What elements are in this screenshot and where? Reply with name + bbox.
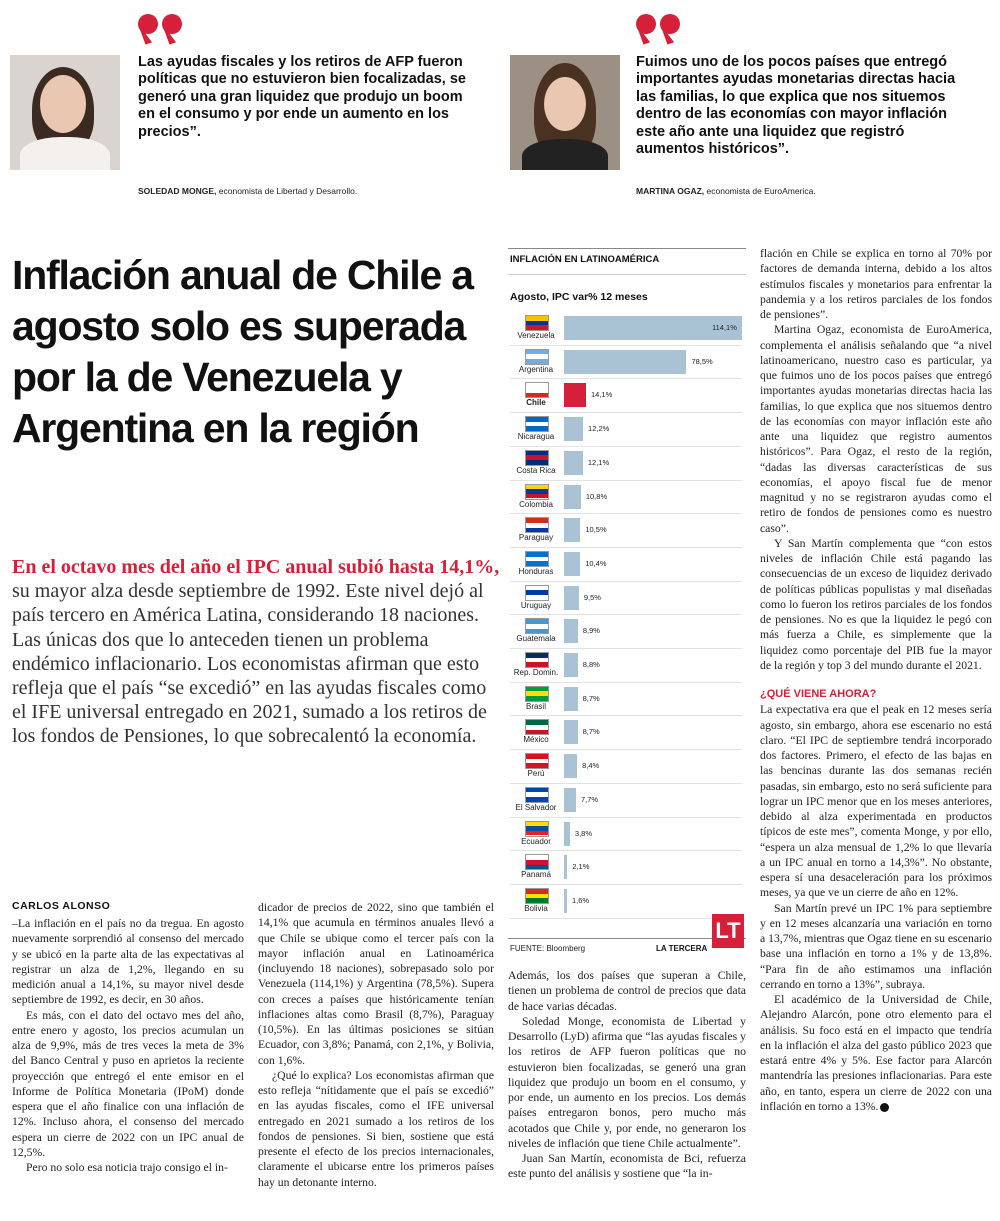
value-label: 12,1% [587, 457, 610, 467]
value-label: 14,1% [590, 390, 613, 400]
bar-paraguay [564, 518, 580, 542]
chart-brand: LA TERCERA [656, 944, 708, 953]
body-paragraph: flación en Chile se explica en torno al 70% por factores de demanda interna, debido a los altos estímulos fiscales y monetarios para enfrentar la pandemia y a los retiros parciales de los fondos de pensiones”. [760, 247, 992, 321]
bar-el-salvador [564, 788, 576, 812]
body-paragraph: –La inflación en el país no da tregua. En agosto nuevamente sorprendió al consenso del mercado y se ubicó en la parte alta de las expectativas al registrar un alza de 1,2%, llegando en su medición anual a 14,1%, su mayor nivel desde septiembre de 1992, es decir, en 30 años. [12, 917, 244, 1007]
flag-icon [525, 854, 549, 870]
country-label: Guatemala [516, 634, 556, 644]
country-label: Paraguay [518, 533, 554, 543]
country-label: Uruguay [520, 600, 552, 610]
value-label: 1,6% [572, 895, 590, 905]
chart-bottom-rule [508, 938, 746, 939]
row-separator [510, 412, 742, 413]
headline: Inflación anual de Chile a agosto solo es superada por la de Venezuela y Argentina en la región [12, 252, 473, 451]
country-label: Rep. Domin. [513, 668, 559, 677]
row-separator [510, 547, 742, 548]
body-paragraph: Juan San Martín, economista de Bci, refuerza este punto del análisis y sostiene que “la in- [508, 1152, 746, 1181]
flag-icon [525, 349, 549, 365]
bar-uruguay [564, 586, 579, 610]
lead-paragraph [12, 555, 500, 749]
flag-icon [525, 551, 549, 567]
country-label: Colombia [519, 499, 553, 509]
row-separator [510, 480, 742, 481]
chart-title: INFLACIÓN EN LATINOAMÉRICA [510, 254, 660, 265]
bar-bolivia [564, 889, 567, 913]
country-label: Nicaragua [517, 432, 555, 442]
flag-icon [525, 821, 549, 837]
bar-per- [564, 754, 577, 778]
row-separator [510, 378, 742, 379]
row-separator [510, 345, 742, 346]
flag-icon [525, 787, 549, 803]
lead-highlight: En el octavo mes del año el IPC anual subió hasta 14,1%, [12, 556, 500, 578]
portrait-martina-ogaz [510, 55, 620, 170]
flag-icon [525, 888, 549, 904]
quote-text-2: Fuimos uno de los pocos países que entregó importantes ayudas monetarias directas hacia las familias, lo que explica que nos situemos dentro de las economías con mayor inflación este año ante una liquidez que registró aumentos históricos”. [636, 54, 956, 158]
country-label: Venezuela [517, 331, 555, 340]
flag-icon [525, 416, 549, 432]
flag-icon [525, 382, 549, 398]
flag-icon [525, 585, 549, 601]
country-label: El Salvador [515, 802, 557, 812]
bar-argentina [564, 350, 686, 374]
chart-title-rule [508, 274, 746, 275]
flag-icon [525, 618, 549, 634]
quote-mark-icon [138, 14, 186, 54]
value-label: 10,5% [585, 525, 607, 535]
chart-source: FUENTE: Bloomberg [510, 944, 586, 953]
la-tercera-logo: LT [712, 914, 744, 948]
value-label: 78,5% [691, 356, 713, 366]
bar-colombia [564, 485, 581, 509]
body-paragraph: Soledad Monge, economista de Libertad y Desarrollo (LyD) afirma que “las ayudas fiscales y los retiros de AFP fueron políticas que no estuvieron bien focalizadas, se generó una gran liquidez que produjo un boom en el consumo, y por ende, un aumento en los precios. Los demás países entregaron bonos, pero mucho más acotados que Chile y, por ende, no generaron los niveles de inflación que tiene Chile actualmente”. [508, 1014, 746, 1150]
value-label: 8,7% [582, 693, 600, 703]
row-separator [510, 682, 742, 683]
quote-attribution-2: MARTINA OGAZ, economista de EuroAmerica. [636, 186, 816, 196]
row-separator [510, 581, 742, 582]
body-column-1 [12, 916, 244, 1175]
body-paragraph: dicador de precios de 2022, sino que también el 14,1% que acumula en términos anuales llevó a que Chile se ubique como el tercer país con la mayor inflación anual en Latinoamérica (incluyendo 18 naciones), sobrepasado solo por Venezuela (114,1%) y Argentina (78,5%). Supera con creces a países que históricamente tenían inflaciones altas como Brasil (8,7%), Paraguay (10,5%). En las últimas posiciones se sitúan Ecuador, con 3,8%; Panamá, con 2,1%, y Bolivia, con 1,6%. [258, 901, 494, 1067]
row-separator [510, 749, 742, 750]
country-label: Brasil [525, 701, 546, 711]
byline: CARLOS ALONSO [12, 900, 111, 912]
value-label: 114,1% [712, 323, 737, 332]
value-label: 2,1% [572, 862, 590, 872]
chart-subtitle: Agosto, IPC var% 12 meses [510, 291, 648, 303]
bar-honduras [564, 552, 580, 576]
country-label: México [523, 735, 549, 745]
bar-panam- [564, 855, 567, 879]
flag-icon [525, 753, 549, 769]
value-label: 8,7% [582, 727, 600, 737]
flag-icon [525, 450, 549, 466]
body-column-4 [760, 246, 992, 1114]
bar-nicaragua [564, 417, 583, 441]
portrait-soledad-monge [10, 55, 120, 170]
row-separator [510, 648, 742, 649]
value-label: 10,4% [585, 558, 607, 568]
flag-icon [525, 719, 549, 735]
flag-icon [525, 652, 549, 668]
row-separator [510, 850, 742, 851]
row-separator [510, 817, 742, 818]
row-separator [510, 783, 742, 784]
quote-text-1: Las ayudas fiscales y los retiros de AFP fueron políticas que no estuvieron bien focalizadas, se generó una gran liquidez que produjo un boom en el consumo y por ende un aumento en los precios”. [138, 54, 466, 140]
quote-mark-icon [636, 14, 684, 54]
value-label: 9,5% [583, 592, 601, 602]
quote-attribution-1: SOLEDAD MONGE, economista de Libertad y Desarrollo. [138, 186, 358, 196]
body-paragraph: Y San Martín complementa que “con estos niveles de inflación Chile está pagando las consecuencias de un exceso de liquidez derivado de políticas públicas populistas y mal diseñadas como lo fueron los retiros parciales de los fondos de pensiones. No es que la liquidez le pegó con más fuerza a Chile, es simplemente que la liquidez como porcentaje del PIB fue la mayor de la región y top 3 del mundo durante el 2021. [760, 536, 992, 672]
country-label: Honduras [518, 566, 554, 576]
row-separator [510, 884, 742, 885]
country-label: Ecuador [521, 836, 551, 846]
body-paragraph: La expectativa era que el peak en 12 meses sería agosto, sin embargo, ahora ese escenario no está claro. “El IPC de septiembre tendrá incorporado dos factores. Primero, el efecto de las bajas en las bencinas durante las dos semanas recién pasadas, sin embargo, esto no será suficiente para lograr un IPC menor que en los meses anteriores, debido al alza experimentada en productos típicos de este mes”, comenta Monge, y por ello, “espera un alza mensual de 1,2% lo que llevaría a un IPC anual en torno a 14,3%”. No obstante, espera sí una desaceleración para los próximos meses, ya que ve un cierre de año en 12%. [760, 703, 992, 900]
country-label: Chile [526, 398, 546, 408]
bar-costa-rica [564, 451, 583, 475]
flag-icon [525, 315, 549, 331]
bar-chile [564, 383, 586, 407]
country-label: Argentina [518, 364, 554, 374]
body-column-2 [258, 900, 494, 1190]
row-separator [510, 446, 742, 447]
value-label: 12,2% [588, 424, 610, 434]
end-of-article-icon [880, 1103, 889, 1112]
country-label: Bolivia [524, 903, 548, 913]
value-label: 8,4% [582, 761, 600, 771]
country-label: Perú [527, 769, 545, 779]
bar-rep-domin- [564, 653, 578, 677]
row-separator [510, 614, 742, 615]
body-paragraph: San Martín prevé un IPC 1% para septiembre y en 12 meses alcanzaría una variación en torno a 13,7%, mientras que Ogaz tiene en su escenario base una inflación en torno a 1% y de 13,8%. “Para fin de año estimamos una inflación cerrando en torno a 13%”, subraya. [760, 901, 992, 991]
body-paragraph: Además, los dos países que superan a Chile, tienen un problema de control de precios que data de hace varias décadas. [508, 969, 746, 1013]
bar-brasil [564, 687, 578, 711]
chart-top-rule [508, 248, 746, 249]
flag-icon [525, 686, 549, 702]
body-paragraph: Es más, con el dato del octavo mes del año, entre enero y agosto, los precios acumulan un alza de 9,9%, más de tres veces la meta de 3% del Banco Central y puso en aprietos la reciente proyección que entregó el ente emisor en el Informe de Política Monetaria (IPoM) donde espera que el año finalice con una inflación de 12%. Incluso ahora, el consenso del mercado espera un cierre de 2022 con un IPC anual de 12,5%. [12, 1008, 244, 1159]
body-paragraph: Martina Ogaz, economista de EuroAmerica, complementa el análisis señalando que “a nivel latinoamericano, nuestro caso es particular, ya que fuimos uno de los pocos países que entregó importantes ayudas monetarias directas hacia las familias, lo que explica que nos situemos dentro de las economías con mayor inflación este año ante una liquidez que registro aumentos históricos”. Para Ogaz, el resto de la región, “dadas las diversas características de sus economías, el apoyo fiscal fue de menor magnitud y no se registraron ayudas como el retiro de fondos de pensiones como es nuestro caso”. [760, 323, 992, 535]
bar-m-xico [564, 720, 578, 744]
value-label: 8,9% [582, 626, 600, 636]
flag-icon [525, 484, 549, 500]
section-subhead: ¿QUÉ VIENE AHORA? [760, 688, 877, 700]
body-column-3 [508, 968, 746, 1182]
row-separator [510, 918, 742, 919]
body-paragraph: Pero no solo esa noticia trajo consigo el in- [26, 1161, 228, 1174]
value-label: 7,7% [581, 794, 599, 804]
row-separator [510, 513, 742, 514]
body-paragraph: El académico de la Universidad de Chile, Alejandro Alarcón, pone otro elemento para el análisis. Su foco está en el impacto que tendría en la inflación el alza del gasto público 2023 que estará entre 4% y 5%. Ese factor para Alarcón mantendría las presiones inflacionarias. Para este año, en tanto, espera un cierre de 2022 con una inflación en torno a 13%. [760, 993, 992, 1113]
bar-guatemala [564, 619, 578, 643]
row-separator [510, 715, 742, 716]
country-label: Costa Rica [516, 465, 556, 475]
inflation-bar-chart [508, 246, 746, 956]
bar-ecuador [564, 822, 570, 846]
lead-text: su mayor alza desde septiembre de 1992. Este nivel dejó al país tercero en América Latina, considerando 18 naciones. Las únicas dos que lo anteceden tienen un problema endémico inflacionario. Los economistas afirman que esto refleja que el país “se excedió” en las ayudas fiscales como el IFE universal entregado en 2021, sumado a los retiros de los fondos de Pensiones, lo que sobrecalentó la economía. [12, 580, 487, 748]
country-label: Panamá [521, 870, 551, 880]
value-label: 3,8% [574, 828, 593, 838]
value-label: 8,8% [582, 660, 600, 669]
value-label: 10,8% [585, 491, 608, 501]
body-paragraph: ¿Qué lo explica? Los economistas afirman que esto refleja “nítidamente que el país se excedió” en las ayudas fiscales, como el IFE universal entregado en 2021 sumado a los retiros de los fondos de pensiones. Si bien, sostiene que está presente el efecto de los precios internacionales, claramente el ubicarse entre los primeros países hay un detonante interno. [258, 1068, 494, 1189]
flag-icon [525, 517, 549, 533]
